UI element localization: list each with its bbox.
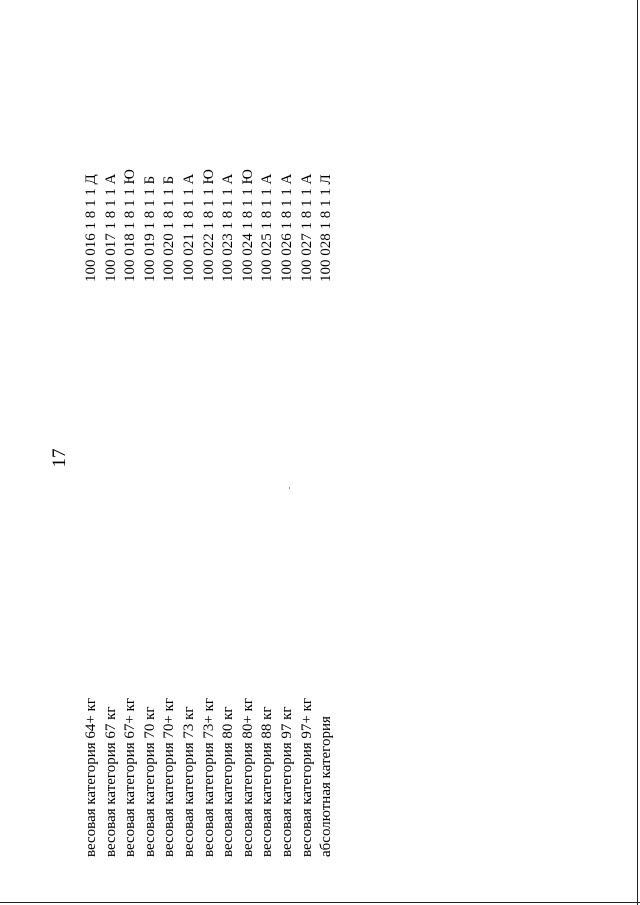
code-line: 100 020 1 8 1 1 Б [161, 175, 178, 282]
code-line: 100 016 1 8 1 1 Д [83, 174, 99, 282]
code-line: 100 019 1 8 1 1 Б [141, 175, 158, 282]
code-line: 100 023 1 8 1 1 А [220, 173, 237, 282]
code-line: 100 026 1 8 1 1 А [279, 173, 295, 282]
category-line: весовая категория 80 кг [220, 706, 237, 857]
category-line: весовая категория 70+ кг [161, 697, 178, 857]
code-line: 100 017 1 8 1 1 А [102, 173, 119, 282]
category-line: весовая категория 88 кг [259, 706, 276, 857]
category-line: весовая категория 70 кг [141, 706, 158, 857]
category-line: абсолютная категория [318, 716, 335, 857]
scan-speck [289, 487, 290, 489]
code-line: 100 022 1 8 1 1 Ю [200, 169, 217, 282]
page-edge-right [637, 0, 638, 905]
category-line: весовая категория 67+ кг [122, 697, 139, 857]
category-line: весовая категория 80+ кг [239, 697, 256, 857]
code-line: 100 021 1 8 1 1 А [181, 173, 197, 282]
category-line: весовая категория 73 кг [181, 706, 197, 857]
code-line: 100 028 1 8 1 1 Л [318, 174, 335, 282]
category-line: весовая категория 64+ кг [83, 697, 99, 857]
code-line: 100 024 1 8 1 1 Ю [239, 169, 256, 282]
category-line: весовая категория 97 кг [279, 706, 295, 857]
code-line: 100 027 1 8 1 1 А [298, 173, 315, 282]
page-edge-bottom [0, 902, 640, 903]
category-line: весовая категория 97+ кг [298, 697, 315, 857]
page-number: 17 [49, 448, 70, 468]
category-line: весовая категория 73+ кг [200, 697, 217, 857]
category-line: весовая категория 67 кг [102, 706, 119, 857]
code-line: 100 025 1 8 1 1 А [259, 173, 276, 282]
code-line: 100 018 1 8 1 1 Ю [122, 169, 139, 282]
